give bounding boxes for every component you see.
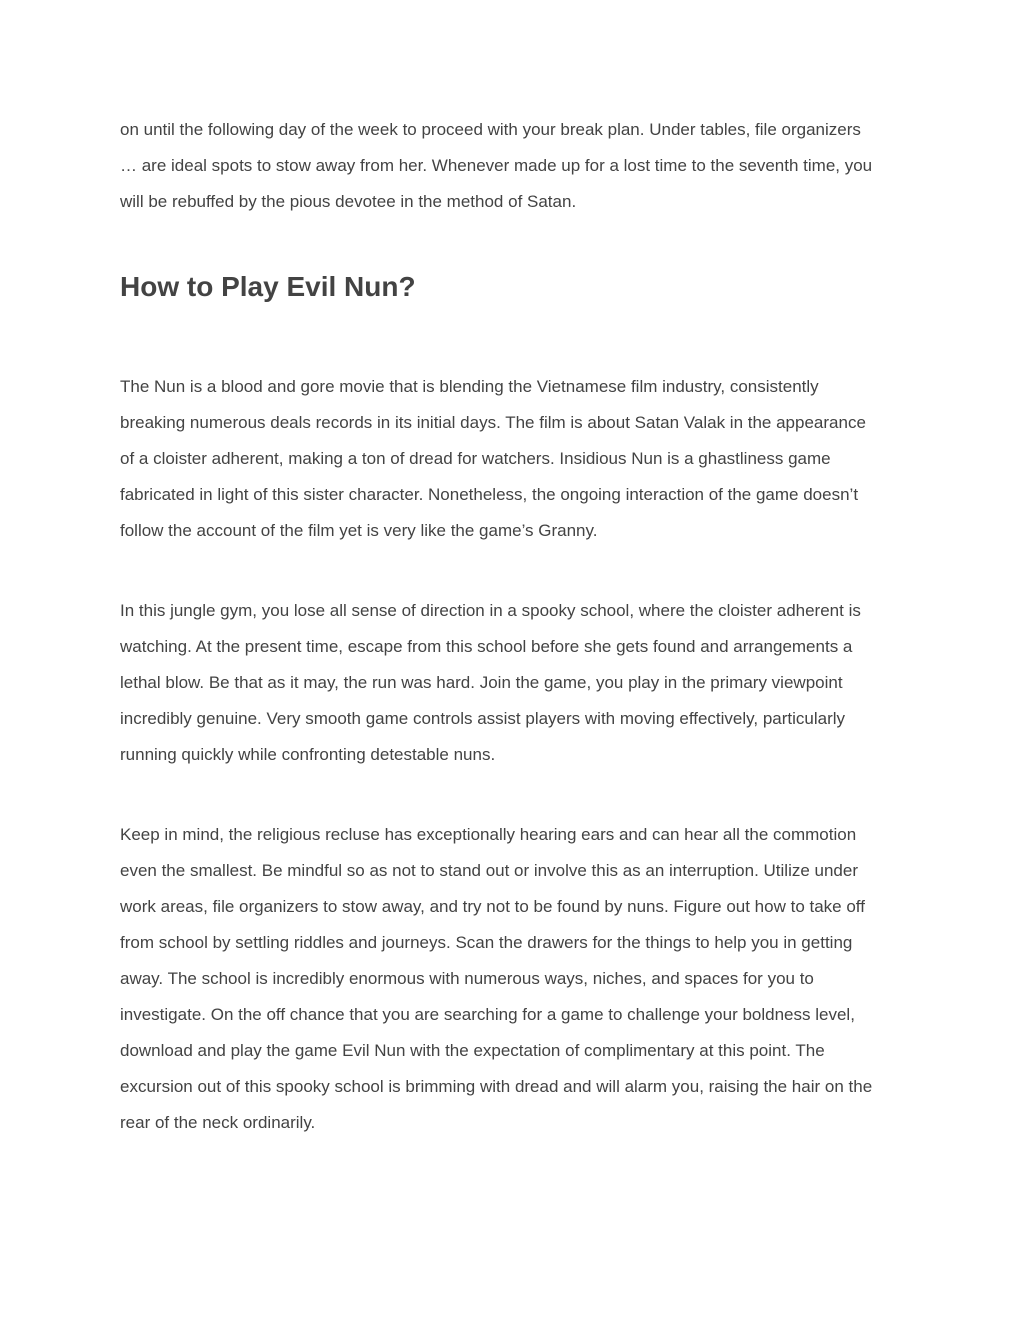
body-paragraph: [120, 593, 904, 773]
paragraph-line: In this jungle gym, you lose all sense of direction in a spooky school, where the cloister adherent is: [120, 601, 861, 620]
paragraph-line: lethal blow. Be that as it may, the run was hard. Join the game, you play in the primary viewpoint: [120, 673, 843, 692]
paragraph-line: will be rebuffed by the pious devotee in the method of Satan.: [120, 192, 577, 211]
body-paragraph: [120, 369, 904, 549]
paragraph-line: work areas, file organizers to stow away, and try not to be found by nuns. Figure out how to take off: [120, 897, 865, 916]
document-page: [120, 112, 904, 1141]
paragraph-line: of a cloister adherent, making a ton of dread for watchers. Insidious Nun is a ghastliness game: [120, 449, 831, 468]
paragraph-line: The Nun is a blood and gore movie that is blending the Vietnamese film industry, consistently: [120, 377, 819, 396]
paragraph-line: download and play the game Evil Nun with the expectation of complimentary at this point. The: [120, 1041, 825, 1060]
paragraph-line: excursion out of this spooky school is brimming with dread and will alarm you, raising the hair on the: [120, 1077, 873, 1096]
paragraph-line: away. The school is incredibly enormous with numerous ways, niches, and spaces for you to: [120, 969, 814, 988]
paragraph-line: watching. At the present time, escape from this school before she gets found and arrangements a: [120, 637, 853, 656]
paragraph-line: … are ideal spots to stow away from her. Whenever made up for a lost time to the seventh time, you: [120, 156, 873, 175]
paragraph-line: investigate. On the off chance that you are searching for a game to challenge your boldness level,: [120, 1005, 855, 1024]
paragraph-line: from school by settling riddles and journeys. Scan the drawers for the things to help you in getting: [120, 933, 853, 952]
paragraph-line: fabricated in light of this sister character. Nonetheless, the ongoing interaction of the game doesn’t: [120, 485, 859, 504]
paragraph-line: Keep in mind, the religious recluse has exceptionally hearing ears and can hear all the commotion: [120, 825, 857, 844]
paragraph-line: running quickly while confronting detestable nuns.: [120, 745, 496, 764]
paragraph-line: on until the following day of the week to proceed with your break plan. Under tables, file organizers: [120, 120, 861, 139]
paragraph-line: even the smallest. Be mindful so as not to stand out or involve this as an interruption. Utilize under: [120, 861, 859, 880]
intro-paragraph: [120, 112, 904, 220]
paragraph-line: breaking numerous deals records in its initial days. The film is about Satan Valak in the appearance: [120, 413, 866, 432]
section-heading: How to Play Evil Nun?: [120, 271, 416, 302]
body-paragraph: [120, 817, 904, 1141]
paragraph-line: follow the account of the film yet is very like the game’s Granny.: [120, 521, 598, 540]
paragraph-line: rear of the neck ordinarily.: [120, 1113, 316, 1132]
paragraph-line: incredibly genuine. Very smooth game controls assist players with moving effectively, particularly: [120, 709, 846, 728]
